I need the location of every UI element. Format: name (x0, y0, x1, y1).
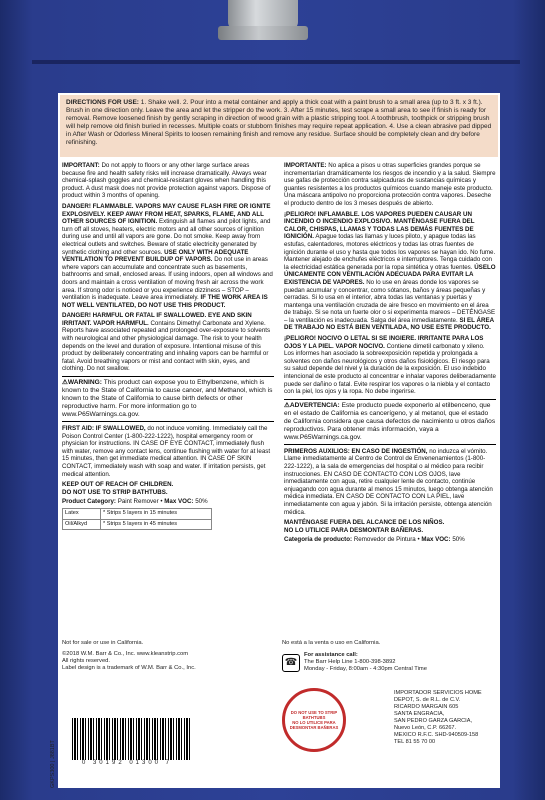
no-bathtubs-en: DO NOT USE TO STRIP BATHTUBS. (62, 488, 168, 496)
barcode-bars (72, 718, 190, 760)
spanish-column (284, 162, 496, 632)
assistance-title: For assistance call: (304, 652, 358, 658)
category-es: Categoría de producto: Removedor de Pintura • Max VOC: 50% (284, 536, 465, 544)
important-es: IMPORTANTE: No aplica a pisos u otras superficies grandes porque se incrementarían dramáticamente los riesgos de incendio y a la salud. Siempre use gafas de protección contra salpicaduras de sustancias químicas y guantes resistentes a los productos químicos cuando maneje este producto. Una máscara antipolvo no proporciona protección contra vapores. Deseche el producto dentro de los 3 meses después de abierto. (284, 162, 496, 207)
can-seam (32, 60, 520, 64)
copyright: ©2018 W.M. Barr & Co., Inc. www.kleanstrip.com (62, 651, 189, 657)
assistance-area (282, 640, 494, 780)
rights-reserved: All rights reserved. (62, 658, 111, 664)
danger-harmful-es: ¡PELIGRO! NOCIVO O LETAL SI SE INGIERE. IRRITANTE PARA LOS OJOS Y LA PIEL. VAPOR NOCIVO. Contiene dimetil carbonato y xileno. Los informes han asociado la sobreexposición repetida y prolongada a solventes con daños neurológicos y otros daños fisiológicos. El riesgo para su salud depende del nivel y la duración de la exposición. El uso indebido intencional de este producto al concentrar e inhalar vapores deliberadamente puede ser dañino o fatal. Evite respirar los vapores o la niebla y el contacto con la piel, los ojos y la ropa. No debe ingerirse. (284, 335, 496, 396)
prop65-warning-en: ⚠WARNING: This product can expose you to Ethylbenzene, which is known to the State of California to cause cancer, and Methanol, which is known to the State of California to cause birth defects or other reproductive harm. For more information go to www.P65Warnings.ca.gov. (62, 376, 274, 422)
assistance-box (282, 652, 492, 678)
category-en: Product Category: Paint Remover • Max VOC: 50% (62, 498, 208, 506)
no-bathtubs-es: NO LO UTILICE PARA DESMONTAR BAÑERAS. (284, 526, 424, 534)
legal-footer (50, 640, 272, 788)
directions-text: 1. Shake well. 2. Pour into a metal container and apply a thick coat with a paint brush to a small area (up to 3 ft. x 3 ft.). Brush in one direction only. Leave the area and let the stripper do the work. 3. After 15 minutes, test scrape a small area to see if finish is ready for removal. Remove loosened finish by gently scraping in direction of wood grain with a plastic stripping tool. A toothbrush, toothpick or stripping brush will help remove old finish buried in recesses. Multiple coats or stubborn finishes may require repeat application. 4. Use a clean abrasive pad dipped in After Wash or Odorless Mineral Spirits to loosen remaining finish and remove any residue. Surface should be completely clean and dry before refinishing. (66, 99, 492, 146)
barcode (50, 718, 192, 788)
help-hours: Monday - Friday, 8:00am - 4:30pm Central Time (304, 666, 427, 672)
danger-flammable-en: DANGER! FLAMMABLE. VAPORS MAY CAUSE FLASH FIRE OR IGNITE EXPLOSIVELY. KEEP AWAY FROM HEAT, SPARKS, FLAME, AND ALL OTHER SOURCES OF IGNITION. Extinguish all flames and pilot lights, and turn off all stoves, heaters, electric motors and all other sources of ignition during use and until all vapors are gone. Do not smoke. Keep away from electrical outlets and switches. Beware of static electricity generated by synthetic clothing and other sources. USE ONLY WITH ADEQUATE VENTILATION TO PREVENT BUILDUP OF VAPORS. Do not use in areas where vapors can accumulate and concentrate such as basements, bathrooms and small, enclosed areas. If using indoors, open all windows and doors and maintain a cross ventilation of moving fresh air across the work area. If strong odor is noticed or you experience dizziness – STOP – ventilation is inadequate. Leave area immediately. IF THE WORK AREA IS NOT WELL VENTILATED, DO NOT USE THIS PRODUCT. (62, 202, 273, 309)
warning-columns (62, 162, 496, 632)
not-for-sale-es: No está a la venta o uso en California. (282, 640, 381, 646)
phone-icon: ☎ (282, 654, 300, 672)
not-for-sale-en: Not for sale or use in California. (62, 640, 144, 646)
english-column (62, 162, 274, 632)
first-aid-en: FIRST AID: IF SWALLOWED, do not induce vomiting. Immediately call the Poison Control Center (1-800-222-1222), hospital emergency room or physician for instructions. IN CASE OF EYE CONTACT, immediately flush with water, remove any contact lens, continue flushing with water for at least 15 minutes, then get immediate medical attention. IN CASE OF SKIN CONTACT, immediately wash with soap and water. If irritation persists, get medical attention. (62, 425, 271, 478)
help-line: The Barr Help Line 1-800-398-3892 (304, 659, 396, 665)
directions-heading: DIRECTIONS FOR USE: (66, 99, 139, 106)
table-row: Latex * Strips 5 layers in 15 minutes (63, 508, 212, 519)
danger-flammable-es: ¡PELIGRO! INFLAMABLE. LOS VAPORES PUEDEN CAUSAR UN INCENDIO O INCENDIO EXPLOSIVO. MANTÉNGASE FUERA DEL CALOR, CHISPAS, LLAMAS Y TODAS LAS DEMÁS FUENTES DE IGNICIÓN. Apague todas las llamas y luces piloto, y apague todas las estufas, calentadores, motores eléctricos y todas las otras fuentes de ignición durante el uso y hasta que todos los vapores se hayan ido. No fume. Mantener alejado de enchufes eléctricos e interruptores. Tenga cuidado con la electricidad estática generada por la ropa sintética y otras fuentes. ÚSELO ÚNICAMENTE CON VENTILACIÓN ADECUADA PARA EVITAR LA EXISTENCIA DE VAPORES. No lo use en áreas donde los vapores se puedan acumular y concentrar, como sótanos, baños y áreas pequeñas y cerradas. Si lo usa en el interior, abra todas las ventanas y puertas y mantenga una ventilación cruzada de aire fresco en movimiento en el área de trabajo. Si se nota un fuerte olor o si experimenta mareos – DETÉNGASE – la ventilación es inadecuada. Salga del área inmediatamente. SI EL ÁREA DE TRABAJO NO ESTÁ BIEN VENTILADA, NO USE ESTE PRODUCTO. (284, 210, 496, 332)
barcode-digits: 0 30192 01300 7 (81, 760, 173, 766)
importer-info: IMPORTADOR SERVICIOS HOME DEPOT, S. de R.L. de C.V. RICARDO MARGAIN 605 SANTA ENGRACIA, SAN PEDRO GARZA GARCIA, Nuevo León, C.P. 66267. MEXICO R.F.C. SHD-940509-158 TEL 81 55 70 00 (394, 690, 482, 745)
side-code: GKPS300 | J881BT (50, 740, 56, 788)
keep-out-en: KEEP OUT OF REACH OF CHILDREN. (62, 481, 174, 489)
danger-harmful-en: DANGER! HARMFUL OR FATAL IF SWALLOWED. EYE AND SKIN IRRITANT. VAPOR HARMFUL. Contains Dimethyl Carbonate and Xylene. Reports have associated repeated and prolonged over-exposure to solvents with neurological and other physiological damage. The risk to your health depends on the level and duration of exposure. Intentional misuse of this product by deliberately concentrating and inhaling vapors can be harmful or fatal. Avoid breathing vapors or mist and contact with skin, eyes, and clothing. Do not swallow. (62, 312, 271, 373)
table-row: Oil/Alkyd * Strips 5 layers in 45 minutes (63, 519, 212, 530)
keep-out-es: MANTÉNGASE FUERA DEL ALCANCE DE LOS NIÑOS. (284, 519, 445, 527)
directions-panel (60, 95, 498, 157)
badge-line1: DO NOT USE TO STRIP BATHTUBS (290, 710, 338, 720)
prop65-warning-es: ⚠ADVERTENCIA: Este producto puede exponerlo al etilbenceno, que en el estado de California es cancerígeno, y al metanol, que el estado de California considera que causa defectos de nacimiento u otros daños reproductivos. Para obtener más información, vaya a www.P65Warnings.ca.gov. (284, 399, 496, 445)
first-aid-es: PRIMEROS AUXILIOS: EN CASO DE INGESTIÓN, no induzca el vómito. Llame inmediatamente al Centro de Control de Envenenamientos (1-800-222-1222), a la sala de emergencias del hospital o al médico para recibir instrucciones. EN CASO DE CONTACTO CON LOS OJOS, lave inmediatamente con agua, retire cualquier lente de contacto, continúe enjuagando con agua durante al menos 15 minutos, luego obtenga atención médica inmediata. EN CASO DE CONTACTO CON LA PIEL, lave inmediatamente con agua y jabón. Si la irritación persiste, obtenga atención médica. (284, 447, 493, 516)
badge-line2: NO LO UTILICE PARA DESMONTAR BAÑERAS (289, 720, 339, 730)
strip-time-table (62, 508, 212, 530)
trademark-note: Label design is a trademark of W.M. Barr & Co., Inc. (62, 665, 196, 671)
can-cap-neck (218, 26, 308, 40)
important-en: IMPORTANT: Do not apply to floors or any other large surface areas because fire and health safety risks will increase dramatically. Always wear chemical-splash goggles and chemical-resistant gloves when handling this product. A dust mask does not provide protection against vapors. Dispose of product within 3 months of opening. (62, 162, 271, 200)
no-bathtub-icon (282, 688, 346, 752)
